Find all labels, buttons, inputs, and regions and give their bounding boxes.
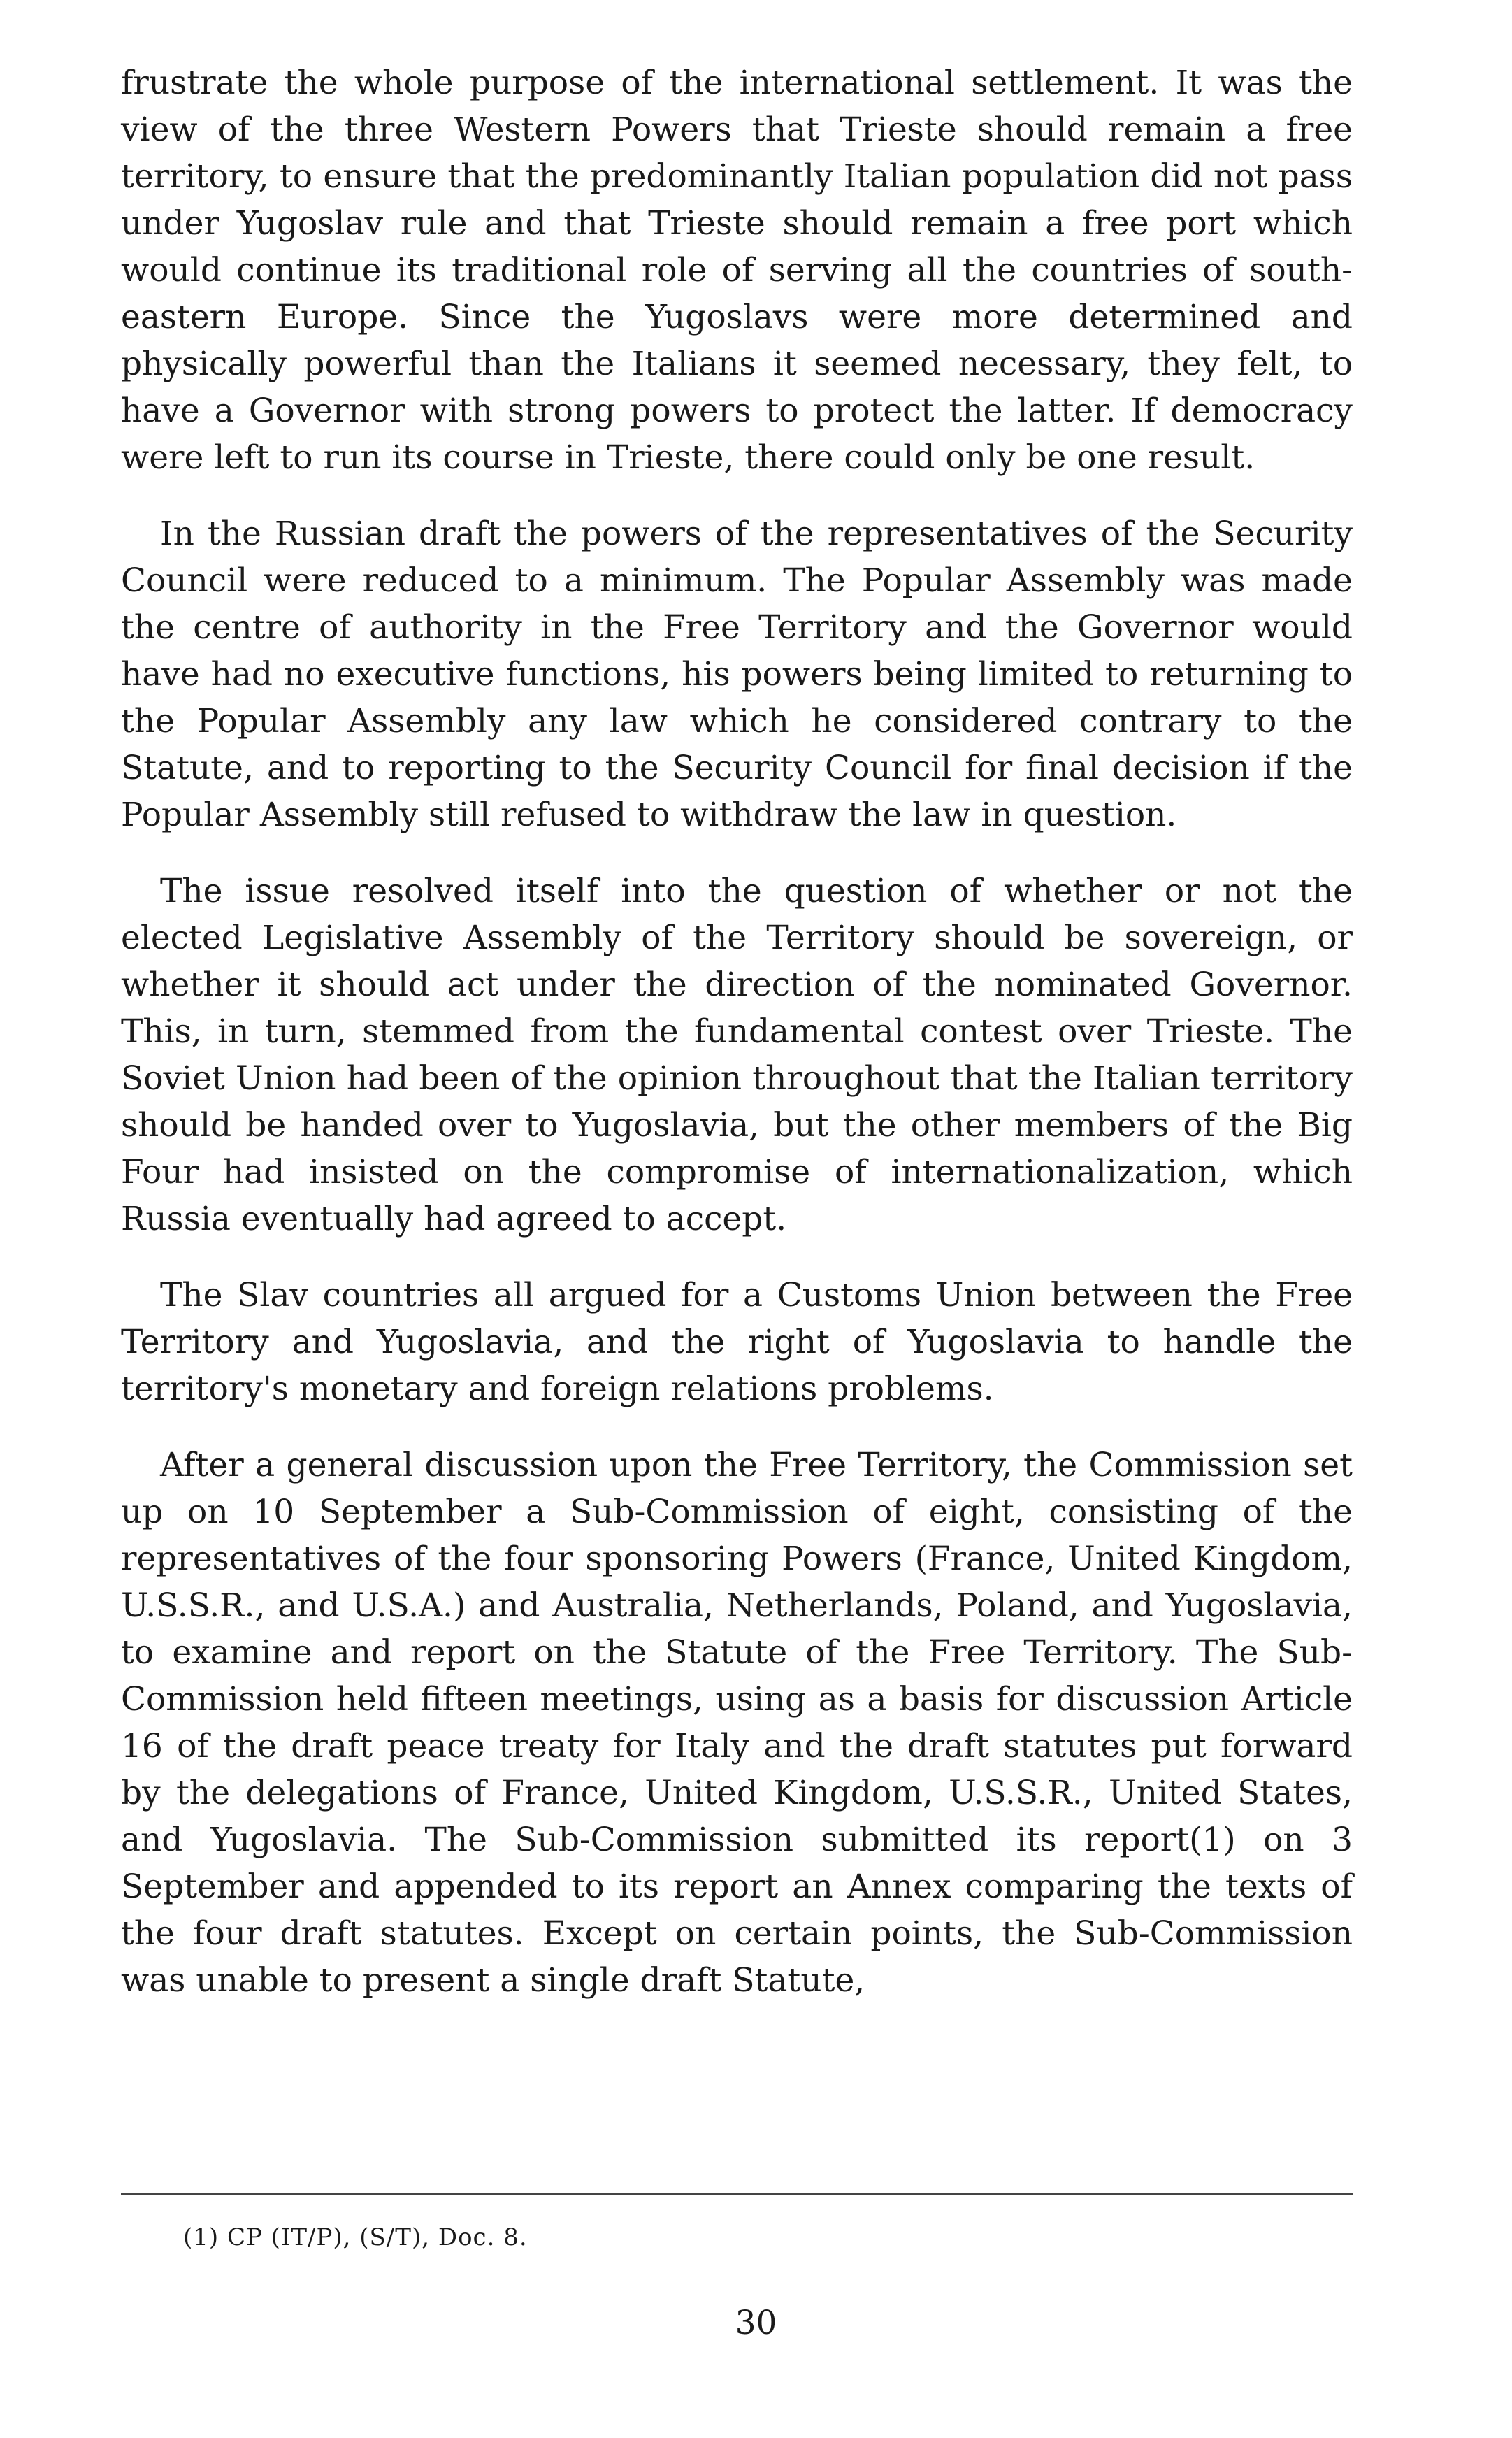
footnote-reference: (1) bbox=[1189, 1821, 1236, 1859]
paragraph-gap bbox=[121, 1242, 1353, 1272]
page-body bbox=[121, 59, 1353, 2004]
paragraph-4: The Slav countries all argued for a Customs Union between the Free Territory and Yugoslavia, and the right of Yugoslavia to handle the territory's monetary and foreign relations problems. bbox=[121, 1276, 1353, 1408]
footnote-divider bbox=[121, 2193, 1353, 2195]
paragraph-5-text-a: After a general discussion upon the Free Territory, the Commission set up on 10 September a Sub-Commission of eight, consisting of the representatives of the four sponsoring Powers (France, United Kingdom, U.S.S.R., and U.S.A.) and Australia, Netherlands, Poland, and Yugoslavia, to examine and report on the Statute of the Free Territory. The Sub-Commission held fifteen meetings, using as a basis for discussion Article 16 of the draft peace treaty for Italy and the draft statutes put forward by the delegations of France, United Kingdom, U.S.S.R., United States, and Yugoslavia. The Sub-Commission submitted its report bbox=[121, 1446, 1353, 1859]
footnote: (1) CP (IT/P), (S/T), Doc. 8. bbox=[183, 2223, 528, 2251]
paragraph-1: frustrate the whole purpose of the international settlement. It was the view of the three Western Powers that Trieste should remain a free territory, to ensure that the predominantly Italian population did not pass under Yugoslav rule and that Trieste should remain a free port which would continue its traditional role of serving all the countries of south-eastern Europe. Since the Yugoslavs were more determined and physically powerful than the Italians it seemed necessary, they felt, to have a Governor with strong powers to protect the latter. If democracy were left to run its course in Trieste, there could only be one result. bbox=[121, 64, 1353, 477]
paragraph-5-text-b: on 3 September and appended to its report an Annex comparing the texts of the four draft statutes. Except on certain points, the Sub-Commission was unable to present a single draft Statute, bbox=[121, 1821, 1353, 2000]
page-number: 30 bbox=[735, 2304, 777, 2342]
paragraph-5 bbox=[121, 1442, 1353, 2004]
paragraph-gap bbox=[121, 838, 1353, 868]
paragraph-gap bbox=[121, 481, 1353, 510]
paragraph-3: The issue resolved itself into the question of whether or not the elected Legislative Assembly of the Territory should be sovereign, or whether it should act under the direction of the nominated Governor. This, in turn, stemmed from the fundamental contest over Trieste. The Soviet Union had been of the opinion throughout that the Italian territory should be handed over to Yugoslavia, but the other members of the Big Four had insisted on the compromise of internationalization, which Russia eventually had agreed to accept. bbox=[121, 872, 1353, 1238]
paragraph-2: In the Russian draft the powers of the representatives of the Security Council were reduced to a minimum. The Popular Assembly was made the centre of authority in the Free Territory and the Governor would have had no executive functions, his powers being limited to returning to the Popular Assembly any law which he considered contrary to the Statute, and to reporting to the Security Council for final decision if the Popular Assembly still refused to withdraw the law in question. bbox=[121, 515, 1353, 834]
paragraph-gap bbox=[121, 1412, 1353, 1442]
